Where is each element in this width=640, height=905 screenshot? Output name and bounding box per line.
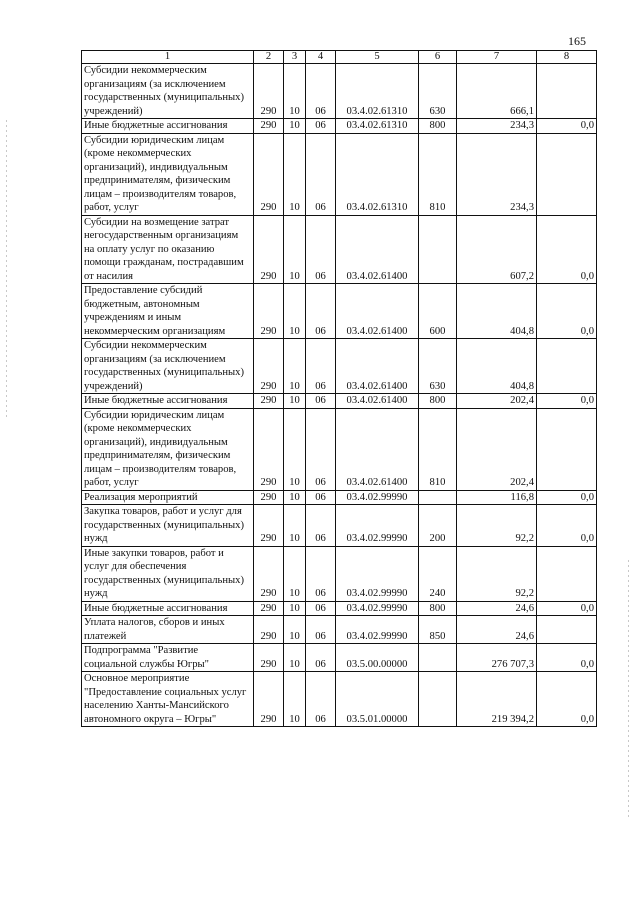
section-code-cell: 10 — [284, 601, 306, 616]
subsection-code-cell: 06 — [306, 394, 336, 409]
target-article-cell: 03.4.02.61400 — [336, 408, 419, 490]
row-name-cell: Субсидии юридическим лицам (кроме некоммерческих организаций), индивидуальным предпринимателям, физическим лицам – производителям товаров, работ, услуг — [82, 133, 254, 215]
amount-cell: 607,2 — [457, 215, 537, 284]
table-row — [82, 215, 597, 284]
section-code-cell: 10 — [284, 339, 306, 394]
amount-2-cell — [537, 339, 597, 394]
row-name-cell: Предоставление субсидий бюджетным, автономным учреждениям и иным некоммерческим организациям — [82, 284, 254, 339]
table-row — [82, 490, 597, 505]
subsection-code-cell: 06 — [306, 616, 336, 644]
subsection-code-cell: 06 — [306, 672, 336, 727]
amount-cell: 276 707,3 — [457, 644, 537, 672]
amount-cell: 92,2 — [457, 505, 537, 547]
amount-2-cell — [537, 64, 597, 119]
subsection-code-cell: 06 — [306, 408, 336, 490]
admin-code-cell: 290 — [254, 546, 284, 601]
table-row — [82, 616, 597, 644]
column-header: 8 — [537, 51, 597, 64]
amount-2-cell — [537, 408, 597, 490]
section-code-cell: 10 — [284, 284, 306, 339]
expense-type-cell: 800 — [419, 119, 457, 134]
expense-type-cell — [419, 672, 457, 727]
amount-cell: 234,3 — [457, 119, 537, 134]
section-code-cell: 10 — [284, 616, 306, 644]
amount-2-cell — [537, 133, 597, 215]
amount-2-cell — [537, 546, 597, 601]
amount-cell: 404,8 — [457, 284, 537, 339]
expense-type-cell: 810 — [419, 133, 457, 215]
section-code-cell: 10 — [284, 394, 306, 409]
amount-2-cell: 0,0 — [537, 119, 597, 134]
target-article-cell: 03.4.02.61310 — [336, 119, 419, 134]
table-row — [82, 672, 597, 727]
expense-type-cell: 240 — [419, 546, 457, 601]
amount-2-cell: 0,0 — [537, 505, 597, 547]
column-header: 7 — [457, 51, 537, 64]
admin-code-cell: 290 — [254, 616, 284, 644]
table-row — [82, 601, 597, 616]
subsection-code-cell: 06 — [306, 546, 336, 601]
target-article-cell: 03.4.02.99990 — [336, 546, 419, 601]
admin-code-cell: 290 — [254, 394, 284, 409]
amount-cell: 116,8 — [457, 490, 537, 505]
page-number: 165 — [568, 34, 586, 48]
row-name-cell: Иные бюджетные ассигнования — [82, 601, 254, 616]
expense-type-cell: 630 — [419, 64, 457, 119]
section-code-cell: 10 — [284, 119, 306, 134]
section-code-cell: 10 — [284, 408, 306, 490]
admin-code-cell: 290 — [254, 119, 284, 134]
expense-type-cell — [419, 644, 457, 672]
scan-edge-mark-right — [628, 560, 629, 820]
amount-2-cell: 0,0 — [537, 601, 597, 616]
target-article-cell: 03.5.01.00000 — [336, 672, 419, 727]
amount-2-cell: 0,0 — [537, 490, 597, 505]
amount-cell: 666,1 — [457, 64, 537, 119]
row-name-cell: Субсидии некоммерческим организациям (за исключением государственных (муниципальных) учреждений) — [82, 339, 254, 394]
subsection-code-cell: 06 — [306, 284, 336, 339]
target-article-cell: 03.4.02.61400 — [336, 284, 419, 339]
target-article-cell: 03.4.02.99990 — [336, 601, 419, 616]
subsection-code-cell: 06 — [306, 215, 336, 284]
section-code-cell: 10 — [284, 133, 306, 215]
column-header: 6 — [419, 51, 457, 64]
admin-code-cell: 290 — [254, 284, 284, 339]
section-code-cell: 10 — [284, 64, 306, 119]
expense-type-cell: 810 — [419, 408, 457, 490]
column-header: 2 — [254, 51, 284, 64]
expense-type-cell: 630 — [419, 339, 457, 394]
target-article-cell: 03.4.02.99990 — [336, 490, 419, 505]
table-row — [82, 119, 597, 134]
row-name-cell: Уплата налогов, сборов и иных платежей — [82, 616, 254, 644]
amount-2-cell: 0,0 — [537, 394, 597, 409]
admin-code-cell: 290 — [254, 215, 284, 284]
amount-cell: 234,3 — [457, 133, 537, 215]
target-article-cell: 03.4.02.61400 — [336, 394, 419, 409]
subsection-code-cell: 06 — [306, 644, 336, 672]
column-header: 1 — [82, 51, 254, 64]
expense-type-cell: 600 — [419, 284, 457, 339]
column-header: 5 — [336, 51, 419, 64]
amount-2-cell: 0,0 — [537, 644, 597, 672]
table-row — [82, 64, 597, 119]
row-name-cell: Иные закупки товаров, работ и услуг для обеспечения государственных (муниципальных) нужд — [82, 546, 254, 601]
section-code-cell: 10 — [284, 644, 306, 672]
row-name-cell: Иные бюджетные ассигнования — [82, 394, 254, 409]
target-article-cell: 03.4.02.61310 — [336, 64, 419, 119]
amount-2-cell: 0,0 — [537, 284, 597, 339]
row-name-cell: Субсидии на возмещение затрат негосударственным организациям на оплату услуг по оказанию помощи гражданам, пострадавшим от насилия — [82, 215, 254, 284]
admin-code-cell: 290 — [254, 644, 284, 672]
row-name-cell: Подпрограмма "Развитие социальной службы Югры" — [82, 644, 254, 672]
section-code-cell: 10 — [284, 490, 306, 505]
table-row — [82, 644, 597, 672]
section-code-cell: 10 — [284, 546, 306, 601]
admin-code-cell: 290 — [254, 601, 284, 616]
expense-type-cell: 200 — [419, 505, 457, 547]
table-row — [82, 394, 597, 409]
table-body — [82, 64, 597, 727]
table-row — [82, 339, 597, 394]
subsection-code-cell: 06 — [306, 505, 336, 547]
section-code-cell: 10 — [284, 215, 306, 284]
amount-2-cell: 0,0 — [537, 672, 597, 727]
target-article-cell: 03.5.00.00000 — [336, 644, 419, 672]
amount-2-cell: 0,0 — [537, 215, 597, 284]
subsection-code-cell: 06 — [306, 64, 336, 119]
subsection-code-cell: 06 — [306, 119, 336, 134]
amount-cell: 219 394,2 — [457, 672, 537, 727]
expense-type-cell — [419, 215, 457, 284]
admin-code-cell: 290 — [254, 672, 284, 727]
row-name-cell: Иные бюджетные ассигнования — [82, 119, 254, 134]
amount-cell: 202,4 — [457, 394, 537, 409]
target-article-cell: 03.4.02.61400 — [336, 339, 419, 394]
row-name-cell: Реализация мероприятий — [82, 490, 254, 505]
table-row — [82, 133, 597, 215]
section-code-cell: 10 — [284, 505, 306, 547]
amount-cell: 202,4 — [457, 408, 537, 490]
expense-type-cell: 850 — [419, 616, 457, 644]
admin-code-cell: 290 — [254, 408, 284, 490]
target-article-cell: 03.4.02.61310 — [336, 133, 419, 215]
admin-code-cell: 290 — [254, 339, 284, 394]
target-article-cell: 03.4.02.99990 — [336, 616, 419, 644]
expense-type-cell: 800 — [419, 601, 457, 616]
table-row — [82, 408, 597, 490]
amount-2-cell — [537, 616, 597, 644]
table-row — [82, 284, 597, 339]
subsection-code-cell: 06 — [306, 490, 336, 505]
section-code-cell: 10 — [284, 672, 306, 727]
row-name-cell: Основное мероприятие "Предоставление социальных услуг населению Ханты-Мансийского автономного округа – Югры" — [82, 672, 254, 727]
amount-cell: 92,2 — [457, 546, 537, 601]
column-header: 3 — [284, 51, 306, 64]
table-row — [82, 546, 597, 601]
amount-cell: 24,6 — [457, 616, 537, 644]
row-name-cell: Субсидии юридическим лицам (кроме некоммерческих организаций), индивидуальным предпринимателям, физическим лицам – производителям товаров, работ, услуг — [82, 408, 254, 490]
budget-table — [81, 50, 597, 727]
row-name-cell: Закупка товаров, работ и услуг для государственных (муниципальных) нужд — [82, 505, 254, 547]
expense-type-cell: 800 — [419, 394, 457, 409]
subsection-code-cell: 06 — [306, 133, 336, 215]
column-header: 4 — [306, 51, 336, 64]
target-article-cell: 03.4.02.99990 — [336, 505, 419, 547]
subsection-code-cell: 06 — [306, 601, 336, 616]
admin-code-cell: 290 — [254, 133, 284, 215]
target-article-cell: 03.4.02.61400 — [336, 215, 419, 284]
admin-code-cell: 290 — [254, 64, 284, 119]
table-header-row — [82, 51, 597, 64]
admin-code-cell: 290 — [254, 505, 284, 547]
scan-edge-mark-left — [6, 120, 7, 420]
amount-cell: 24,6 — [457, 601, 537, 616]
admin-code-cell: 290 — [254, 490, 284, 505]
subsection-code-cell: 06 — [306, 339, 336, 394]
table-row — [82, 505, 597, 547]
row-name-cell: Субсидии некоммерческим организациям (за исключением государственных (муниципальных) учреждений) — [82, 64, 254, 119]
amount-cell: 404,8 — [457, 339, 537, 394]
expense-type-cell — [419, 490, 457, 505]
